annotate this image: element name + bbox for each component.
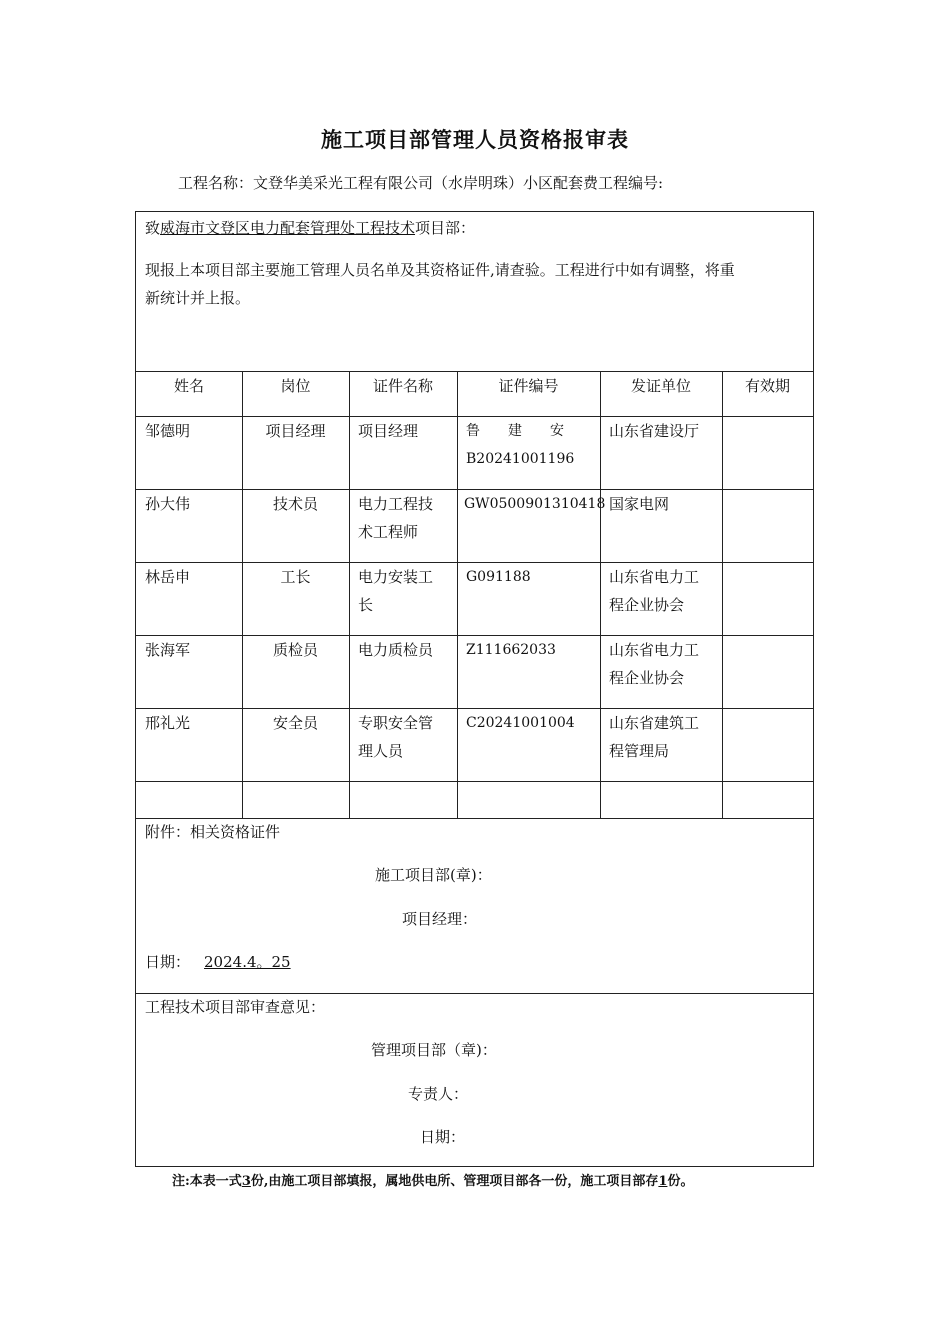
header-issuer: 发证单位 [630, 377, 691, 395]
note-keep: 1 [658, 1174, 668, 1189]
management-dept-seal: 管理项目部（章)： [371, 1041, 497, 1059]
cell-post: 安全员 [272, 714, 318, 732]
cell-cert-no: Z111662033 [466, 642, 556, 658]
header-name: 姓名 [173, 377, 204, 395]
cell-issuer: 山东省建设厅 [609, 422, 700, 440]
cell-post: 质检员 [272, 641, 318, 659]
cell-issuer: 山东省建筑工 程管理局 [609, 714, 700, 760]
project-manager-sign: 项目经理： [402, 910, 478, 928]
cell-name: 邢礼光 [145, 714, 191, 732]
addressee-prefix: 致 [145, 219, 161, 237]
column-divider [722, 371, 723, 818]
review-date: 日期： [420, 1128, 466, 1146]
project-name-line: 工程名称：文登华美采光工程有限公司（水岸明珠）小区配套费工程编号: [178, 174, 664, 192]
cell-issuer: 山东省电力工 程企业协会 [609, 568, 700, 614]
cell-post: 项目经理 [265, 422, 326, 440]
cell-cert-name: 电力安装工 长 [358, 568, 434, 614]
addressee-org: 威海市文登区电力配套管理处工程技术 [160, 219, 416, 237]
header-cert-name: 证件名称 [372, 377, 433, 395]
cell-cert-no: GW0500901310418 [464, 496, 606, 512]
header-valid: 有效期 [744, 377, 790, 395]
cell-name: 孙大伟 [145, 495, 191, 513]
cell-name: 张海军 [145, 641, 191, 659]
cell-cert-no: 鲁 建 安 B20241001196 [466, 423, 575, 467]
cell-name: 邹德明 [145, 422, 191, 440]
note-copies: 3 [241, 1174, 251, 1189]
addressee-line [145, 214, 475, 242]
cell-issuer: 国家电网 [609, 495, 670, 513]
cell-issuer: 山东省电力工 程企业协会 [609, 641, 700, 687]
note-text: 份。 [667, 1174, 694, 1189]
attachment-label: 附件：相关资格证件 [145, 823, 281, 841]
note-text: 份,由施工项目部填报，属地供电所、管理项目部各一份，施工项目部存 [250, 1174, 659, 1189]
addressee-suffix: 项目部： [415, 219, 476, 237]
note-text: 注:本表一式 [172, 1174, 242, 1189]
responsible-person-sign: 专责人： [408, 1085, 469, 1103]
intro-line-1: 现报上本项目部主要施工管理人员名单及其资格证件,请查验。工程进行中如有调整，将重 [145, 261, 735, 279]
footnote [172, 1170, 693, 1189]
date-label: 日期： [145, 953, 191, 971]
construction-dept-seal: 施工项目部(章)： [375, 866, 492, 884]
cell-cert-no: G091188 [466, 569, 531, 585]
header-post: 岗位 [280, 377, 311, 395]
cell-cert-name: 专职安全管 理人员 [358, 714, 434, 760]
cell-cert-name: 项目经理 [358, 422, 419, 440]
date-value: 2024.4。25 [204, 953, 291, 971]
cell-post: 技术员 [272, 495, 318, 513]
form-frame [135, 211, 814, 1167]
attachment-date [145, 948, 291, 976]
review-label: 工程技术项目部审查意见： [145, 998, 326, 1016]
divider [136, 781, 813, 782]
form-title: 施工项目部管理人员资格报审表 [321, 127, 629, 152]
cell-name: 林岳申 [145, 568, 191, 586]
intro-line-2: 新统计并上报。 [145, 289, 251, 307]
header-cert-no: 证件编号 [498, 377, 559, 395]
cell-cert-name: 电力工程技 术工程师 [358, 495, 434, 541]
cell-post: 工长 [280, 568, 311, 586]
cell-cert-no: C20241001004 [466, 715, 575, 731]
cell-cert-name: 电力质检员 [358, 641, 434, 659]
